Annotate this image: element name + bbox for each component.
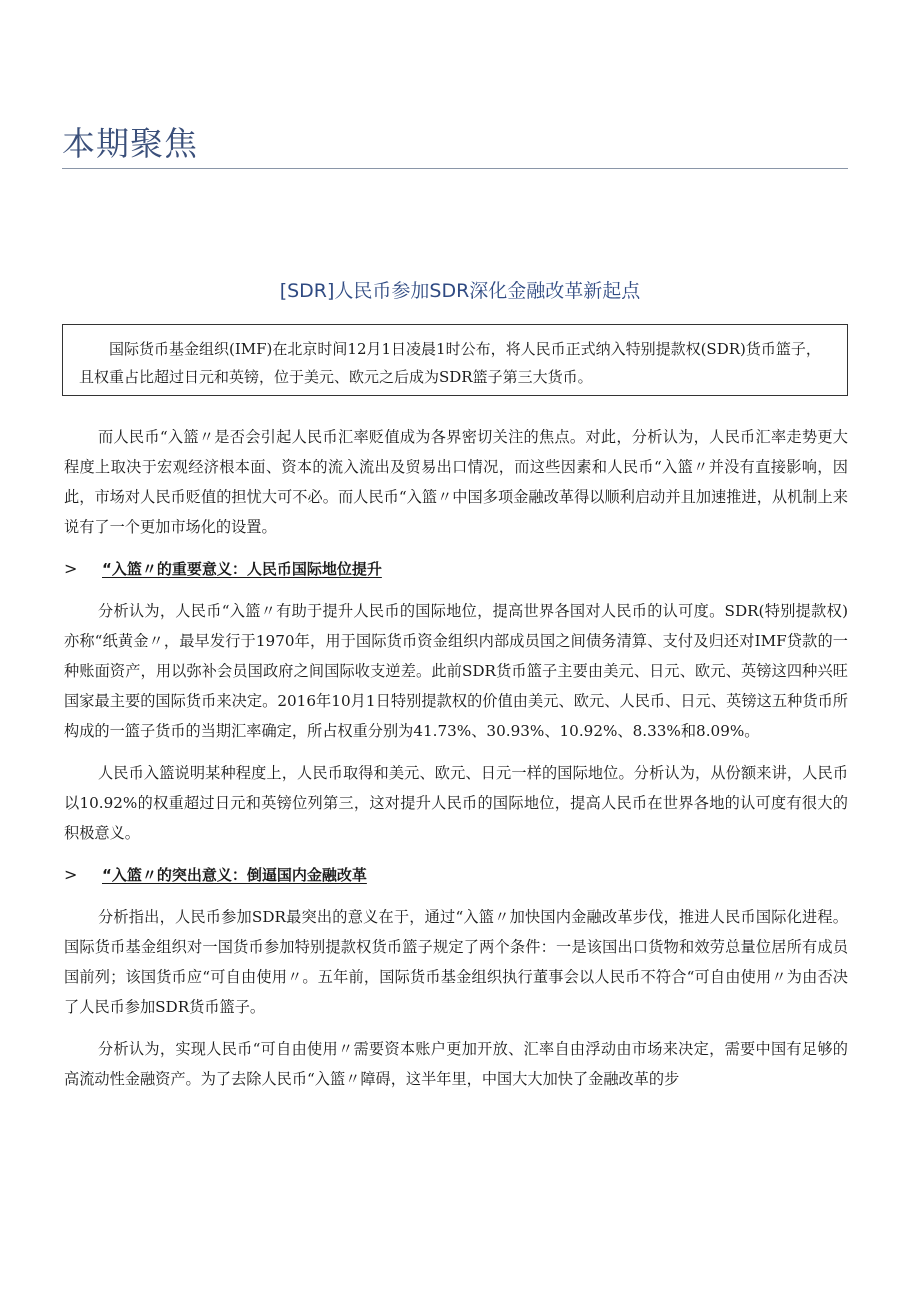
page-header — [62, 120, 848, 169]
chevron-right-icon: > — [64, 865, 78, 884]
summary-text: 国际货币基金组织(IMF)在北京时间12月1日凌晨1时公布，将人民币正式纳入特别提款权(SDR)货币篮子，且权重占比超过日元和英镑，位于美元、欧元之后成为SDR篮子第三大货币。 — [79, 340, 821, 386]
article-title: [SDR]人民币参加SDR深化金融改革新起点 — [279, 280, 641, 302]
paragraph: 分析认为，实现人民币“可自由使用〃需要资本账户更加开放、汇率自由浮动由市场来决定，需要中国有足够的高流动性金融资产。为了去除人民币“入篮〃障碍，这半年里，中国大大加快了金融改革的步 — [64, 1040, 848, 1088]
section-title: “入篮〃的重要意义：人民币国际地位提升 — [102, 560, 382, 578]
intro-paragraph: 而人民币“入篮〃是否会引起人民币汇率贬值成为各界密切关注的焦点。对此，分析认为，人民币汇率走势更大程度上取决于宏观经济根本面、资本的流入流出及贸易出口情况，而这些因素和人民币“入篮〃并没有直接影响，因此，市场对人民币贬值的担忧大可不必。而人民币“入篮〃中国多项金融改革得以顺利启动并且加速推进，从机制上来说有了一个更加市场化的设置。 — [64, 428, 848, 536]
summary-box — [62, 324, 848, 396]
section-title: “入篮〃的突出意义：倒逼国内金融改革 — [102, 866, 367, 884]
section-heading-1 — [64, 554, 848, 584]
section-heading-2 — [64, 860, 848, 890]
page-title: 本期聚焦 — [62, 124, 198, 163]
paragraph: 分析指出，人民币参加SDR最突出的意义在于，通过“入篮〃加快国内金融改革步伐，推进人民币国际化进程。国际货币基金组织对一国货币参加特别提款权货币篮子规定了两个条件：一是该国出口货物和效劳总量位居所有成员国前列；该国货币应“可自由使用〃。五年前，国际货币基金组织执行董事会以人民币不符合“可自由使用〃为由否决了人民币参加SDR货币篮子。 — [64, 908, 848, 1016]
article-body — [64, 422, 848, 1106]
paragraph: 人民币入篮说明某种程度上，人民币取得和美元、欧元、日元一样的国际地位。分析认为，从份额来讲，人民币以10.92%的权重超过日元和英镑位列第三，这对提升人民币的国际地位，提高人民币在世界各地的认可度有很大的积极意义。 — [64, 764, 848, 842]
paragraph: 分析认为，人民币“入篮〃有助于提升人民币的国际地位，提高世界各国对人民币的认可度。SDR(特别提款权)亦称“纸黄金〃，最早发行于1970年，用于国际货币资金组织内部成员国之间债务清算、支付及归还对IMF贷款的一种账面资产，用以弥补会员国政府之间国际收支逆差。此前SDR货币篮子主要由美元、日元、欧元、英镑这四种兴旺国家最主要的国际货币来决定。2016年10月1日特别提款权的价值由美元、欧元、人民币、日元、英镑这五种货币所构成的一篮子货币的当期汇率确定，所占权重分别为41.73%、30.93%、10.92%、8.33%和8.09%。 — [64, 602, 848, 740]
chevron-right-icon: > — [64, 559, 78, 578]
